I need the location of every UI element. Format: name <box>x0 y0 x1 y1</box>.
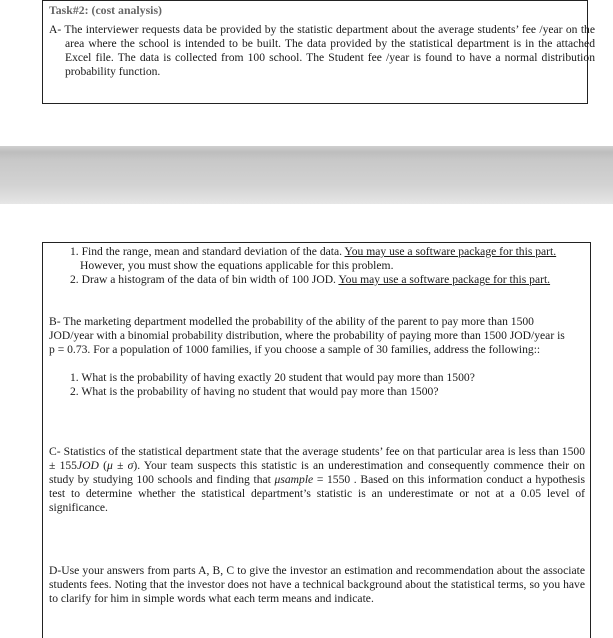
part-a-item-1 <box>70 245 582 273</box>
part-b-question-2: 2. What is the probability of having no student that would pay more than 1500? <box>70 385 439 398</box>
part-a-item-2 <box>70 273 582 287</box>
part-c-unit: JOD <box>76 459 99 472</box>
item2-note: You may use a software package for this part. <box>338 273 551 286</box>
part-c-text-2: ( <box>98 459 107 472</box>
part-c-mu-sigma: μ ± σ <box>106 459 134 472</box>
part-c-paragraph <box>49 445 585 515</box>
part-c-text-1: C- Statistics of the statistical department state that the average students’ fee on that particular area is less than 1500 ± 155 <box>49 445 585 472</box>
questions-box <box>42 242 591 638</box>
task-box <box>42 0 595 104</box>
part-c-text-4: = 1550 . Based on this information conduct a hypothesis test to determine whether the statistical department’s statistic is an underestimate or not at a 0.05 level of significance. <box>49 473 585 514</box>
item1-line2: However, you must show the equations applicable for this problem. <box>80 259 394 272</box>
part-b-question-list <box>70 371 570 399</box>
task-title: Task#2: (cost analysis) <box>49 3 162 17</box>
part-d-paragraph: D-Use your answers from parts A, B, C to give the investor an estimation and recommendation about the associate students fees. Noting that the investor does not have a technical background about the statistical terms, so you have to clarify for him in simple words what each term means and indicate. <box>49 564 585 605</box>
item2-text: 2. Draw a histogram of the data of bin width of 100 JOD. <box>70 273 339 286</box>
page-separator <box>0 146 613 204</box>
document-page-2 <box>0 204 613 638</box>
part-c-text-3: ). Your team suspects this statistic is an underestimation and consequently commence their on study by studying 100 schools and finding that <box>49 459 585 486</box>
part-a-question-list <box>70 245 582 287</box>
item1-note: You may use a software package for this part. <box>344 245 557 258</box>
part-b-question-1: 1. What is the probability of having exactly 20 student that would pay more than 1500? <box>70 371 475 384</box>
part-c-sample-mean: μsample <box>274 473 314 486</box>
part-a-paragraph: A- The interviewer requests data be provided by the statistic department about the average students’ fee /year on the area where the school is intended to be built. The data provided by the statistical department is in the attached Excel file. The data is collected from 100 school. The Student fee /year is found to have a normal distribution probability function. <box>49 23 595 78</box>
document-page-1 <box>0 0 613 146</box>
part-b-paragraph: B- The marketing department modelled the probability of the ability of the parent to pay more than 1500 JOD/year with a binomial probability distribution, where the probability of paying more than 1500 JOD/year is p = 0.73. For a population of 1000 families, if you choose a sample of 30 families, address the following:: <box>49 315 565 356</box>
item1-text: 1. Find the range, mean and standard deviation of the data. <box>70 245 345 258</box>
